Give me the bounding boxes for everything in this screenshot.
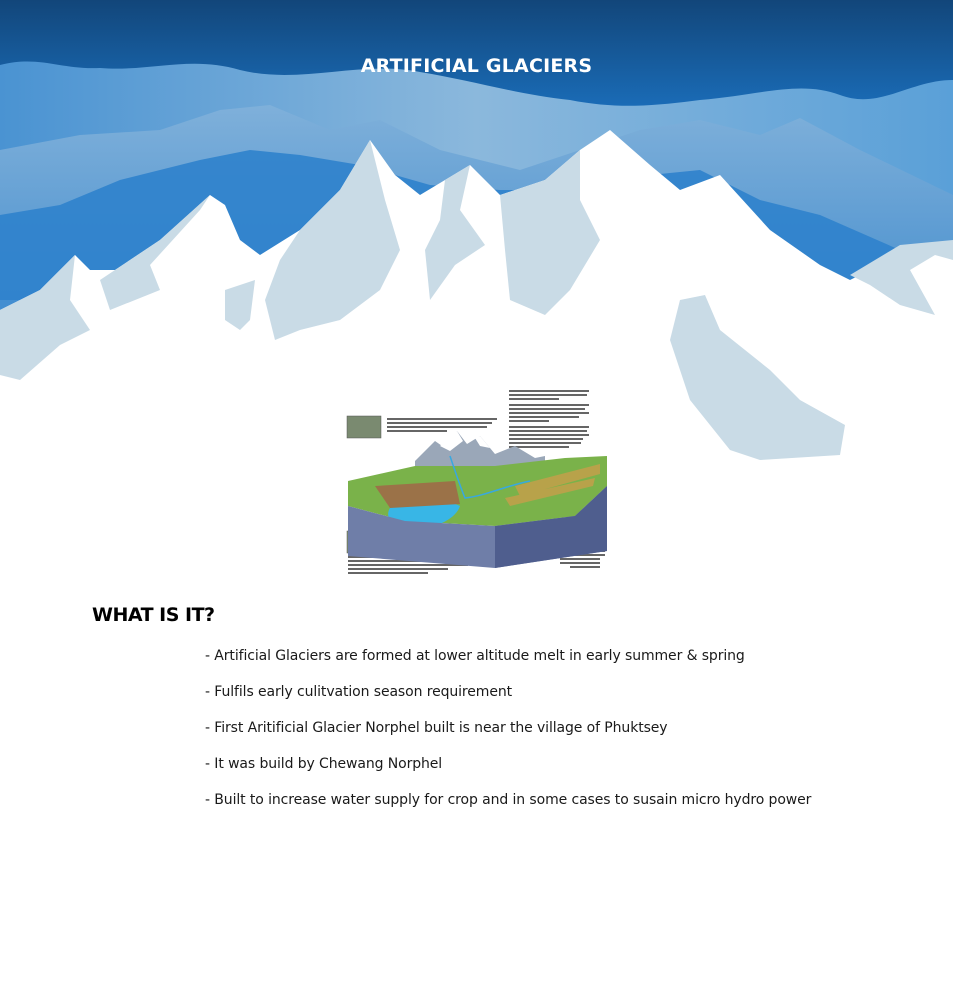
page-title: ARTIFICIAL GLACIERS	[360, 54, 593, 77]
list-item: - Fulfils early culitvation season requirement	[205, 684, 513, 700]
list-item: - Artificial Glaciers are formed at lower altitude melt in early summer & spring	[205, 648, 745, 664]
list-item: - Built to increase water supply for crop and in some cases to susain micro hydro power	[205, 792, 812, 808]
list-item: - First Aritificial Glacier Norphel built is near the village of Phuktsey	[205, 720, 668, 736]
section-heading: WHAT IS IT?	[92, 604, 215, 626]
bullet-list	[205, 646, 811, 826]
list-item: - It was build by Chewang Norphel	[205, 756, 443, 772]
glacier-cross-section-diagram	[345, 386, 609, 576]
